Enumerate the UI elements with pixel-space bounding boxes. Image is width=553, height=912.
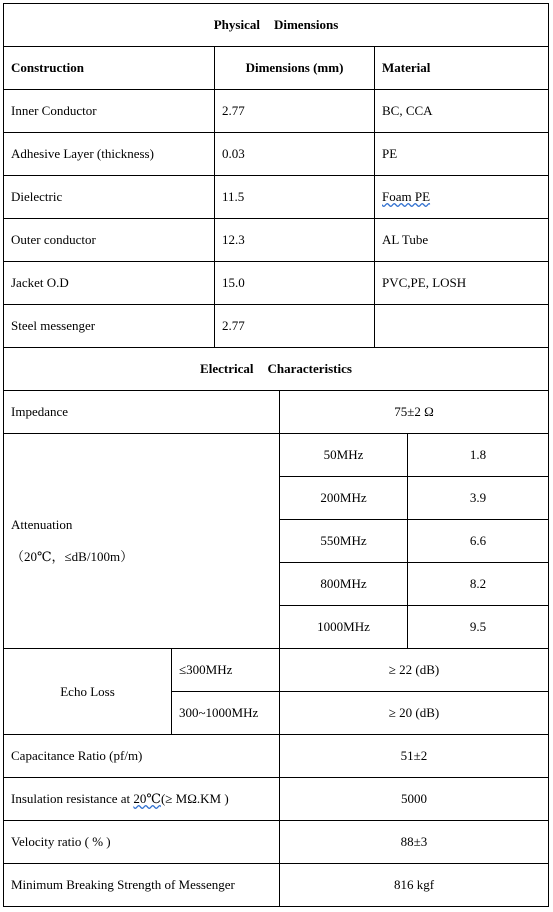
attenuation-frequency: 800MHz [280, 563, 408, 606]
insulation-unit: (≥ MΩ.KM ) [160, 791, 229, 806]
construction-cell: Steel messenger [4, 305, 215, 348]
material-cell: PE [375, 133, 548, 176]
material-cell [375, 176, 548, 219]
dimension-cell: 15.0 [215, 262, 375, 305]
attenuation-frequency: 1000MHz [280, 606, 408, 649]
attenuation-value: 9.5 [408, 606, 548, 649]
velocity-value: 88±3 [280, 821, 548, 864]
material-cell: AL Tube [375, 219, 548, 262]
electrical-title-part-a: Electrical [200, 361, 254, 376]
physical-dimensions-title [4, 4, 548, 47]
material-cell: BC, CCA [375, 90, 548, 133]
velocity-label: Velocity ratio ( % ) [4, 821, 280, 864]
breaking-strength-label: Minimum Breaking Strength of Messenger [4, 864, 280, 906]
attenuation-frequency: 550MHz [280, 520, 408, 563]
dimension-cell: 0.03 [215, 133, 375, 176]
electrical-characteristics-title [4, 348, 548, 391]
attenuation-value: 3.9 [408, 477, 548, 520]
attenuation-label-cell [4, 434, 280, 649]
attenuation-value: 8.2 [408, 563, 548, 606]
physical-title-part-b: Dimensions [273, 17, 339, 32]
construction-cell: Outer conductor [4, 219, 215, 262]
material-cell [375, 305, 548, 348]
capacitance-value: 51±2 [280, 735, 548, 778]
header-construction: Construction [4, 47, 215, 90]
electrical-title-part-b: Characteristics [267, 361, 352, 376]
attenuation-frequency: 200MHz [280, 477, 408, 520]
header-dimensions: Dimensions (mm) [215, 47, 375, 90]
attenuation-value: 6.6 [408, 520, 548, 563]
construction-cell: Adhesive Layer (thickness) [4, 133, 215, 176]
insulation-value: 5000 [280, 778, 548, 821]
physical-title-part-a: Physical [213, 17, 260, 32]
dimension-cell: 2.77 [215, 305, 375, 348]
insulation-label [4, 778, 280, 821]
attenuation-label: Attenuation [11, 517, 73, 532]
attenuation-value: 1.8 [408, 434, 548, 477]
insulation-temperature: 20℃ [133, 791, 161, 806]
attenuation-condition: （20℃，≤dB/100m） [11, 549, 134, 564]
echo-loss-range: 300~1000MHz [172, 692, 280, 735]
echo-loss-value: ≥ 22 (dB) [280, 649, 548, 692]
impedance-label: Impedance [4, 391, 280, 434]
header-material: Material [375, 47, 548, 90]
impedance-value: 75±2 Ω [280, 391, 548, 434]
attenuation-frequency: 50MHz [280, 434, 408, 477]
echo-loss-label: Echo Loss [4, 649, 172, 735]
echo-loss-range: ≤300MHz [172, 649, 280, 692]
material-cell: PVC,PE, LOSH [375, 262, 548, 305]
dimension-cell: 11.5 [215, 176, 375, 219]
insulation-label-text: Insulation resistance at [11, 791, 131, 806]
specification-table [3, 3, 549, 907]
material-text: Foam PE [382, 189, 431, 204]
echo-loss-value: ≥ 20 (dB) [280, 692, 548, 735]
construction-cell: Dielectric [4, 176, 215, 219]
dimension-cell: 12.3 [215, 219, 375, 262]
construction-cell: Jacket O.D [4, 262, 215, 305]
dimension-cell: 2.77 [215, 90, 375, 133]
capacitance-label: Capacitance Ratio (pf/m) [4, 735, 280, 778]
breaking-strength-value: 816 kgf [393, 877, 435, 892]
construction-cell: Inner Conductor [4, 90, 215, 133]
